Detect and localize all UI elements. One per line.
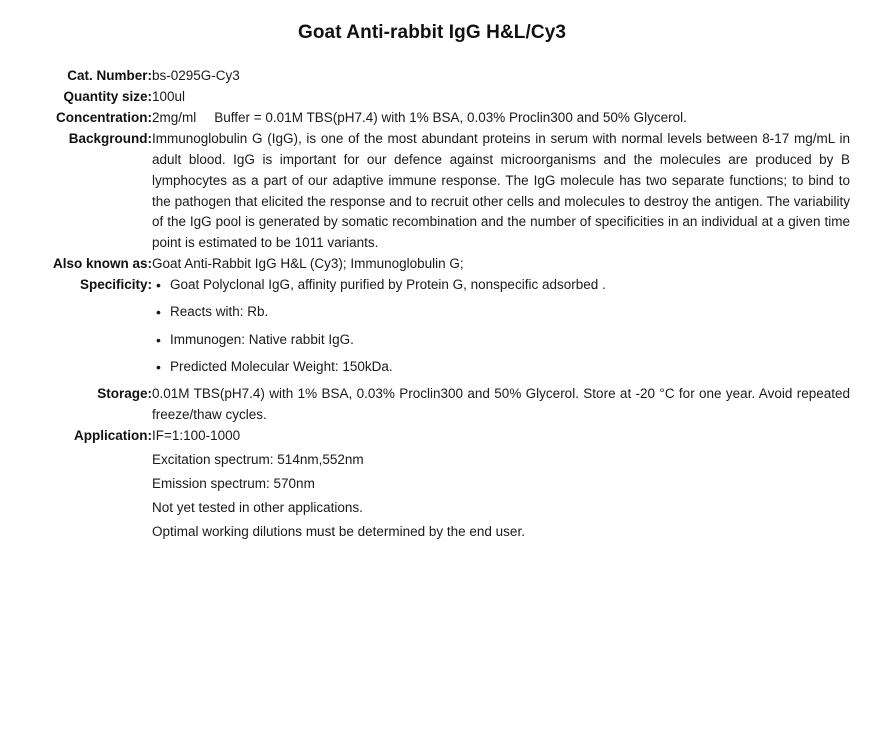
row-quantity-size	[14, 87, 850, 108]
storage-value: 0.01M TBS(pH7.4) with 1% BSA, 0.03% Proclin300 and 50% Glycerol. Store at -20 °C for one year. Avoid repeated freeze/thaw cycles.	[152, 386, 850, 423]
list-item: • Predicted Molecular Weight: 150kDa.	[170, 357, 850, 377]
specification-table	[14, 66, 850, 546]
row-concentration	[14, 108, 850, 129]
row-storage	[14, 384, 850, 426]
concentration-value-cell	[152, 108, 850, 129]
application-line: Emission spectrum: 570nm	[152, 475, 315, 491]
row-specificity	[14, 275, 850, 384]
concentration-value: 2mg/ml	[152, 109, 197, 125]
list-item: • Goat Polyclonal IgG, affinity purified by Protein G, nonspecific adsorbed .	[170, 275, 850, 295]
background-value: Immunoglobulin G (IgG), is one of the most abundant proteins in serum with normal levels between 8-17 mg/mL in adult blood. IgG is important for our defence against microorganisms and the molecules are produced by B lymphocytes as a part of our adaptive immune response. The IgG molecule has two separate functions; to bind to the pathogen that elicited the response and to recruit other cells and molecules to destroy the antigen. The variability of the IgG pool is generated by somatic recombination and the number of specificities in an individual at a given time point is estimated to be 1011 variants.	[152, 130, 850, 251]
quantity-size-value: 100ul	[152, 88, 186, 104]
cat-number-value: bs-0295G-Cy3	[152, 68, 240, 83]
row-cat-number	[14, 66, 850, 87]
application-line: Not yet tested in other applications.	[152, 499, 363, 515]
row-also-known-as	[14, 254, 850, 275]
page-title: Goat Anti-rabbit IgG H&L/Cy3	[297, 22, 567, 43]
row-background	[14, 129, 850, 255]
list-item: • Reacts with: Rb.	[170, 302, 850, 322]
concentration-buffer: Buffer = 0.01M TBS(pH7.4) with 1% BSA, 0.03% Proclin300 and 50% Glycerol.	[214, 109, 687, 125]
also-known-as-label: Also known as:	[52, 256, 152, 272]
application-line: Optimal working dilutions must be determined by the end user.	[152, 523, 525, 539]
cat-number-label: Cat. Number:	[67, 68, 152, 83]
list-item: • Immunogen: Native rabbit IgG.	[170, 330, 850, 350]
application-value	[152, 426, 850, 546]
quantity-size-label: Quantity size:	[63, 88, 152, 104]
background-label: Background:	[68, 130, 152, 146]
concentration-label: Concentration:	[56, 109, 152, 125]
application-lines	[152, 426, 850, 543]
application-label: Application:	[74, 428, 152, 444]
application-line: IF=1:100-1000	[152, 428, 241, 444]
storage-label: Storage:	[97, 386, 152, 402]
application-line: Excitation spectrum: 514nm,552nm	[152, 451, 364, 467]
specificity-value	[152, 275, 850, 384]
row-application	[14, 426, 850, 546]
specificity-label: Specificity:	[79, 277, 152, 293]
specificity-list	[152, 275, 850, 377]
also-known-as-value: Goat Anti-Rabbit IgG H&L (Cy3); Immunoglobulin G;	[152, 256, 464, 272]
